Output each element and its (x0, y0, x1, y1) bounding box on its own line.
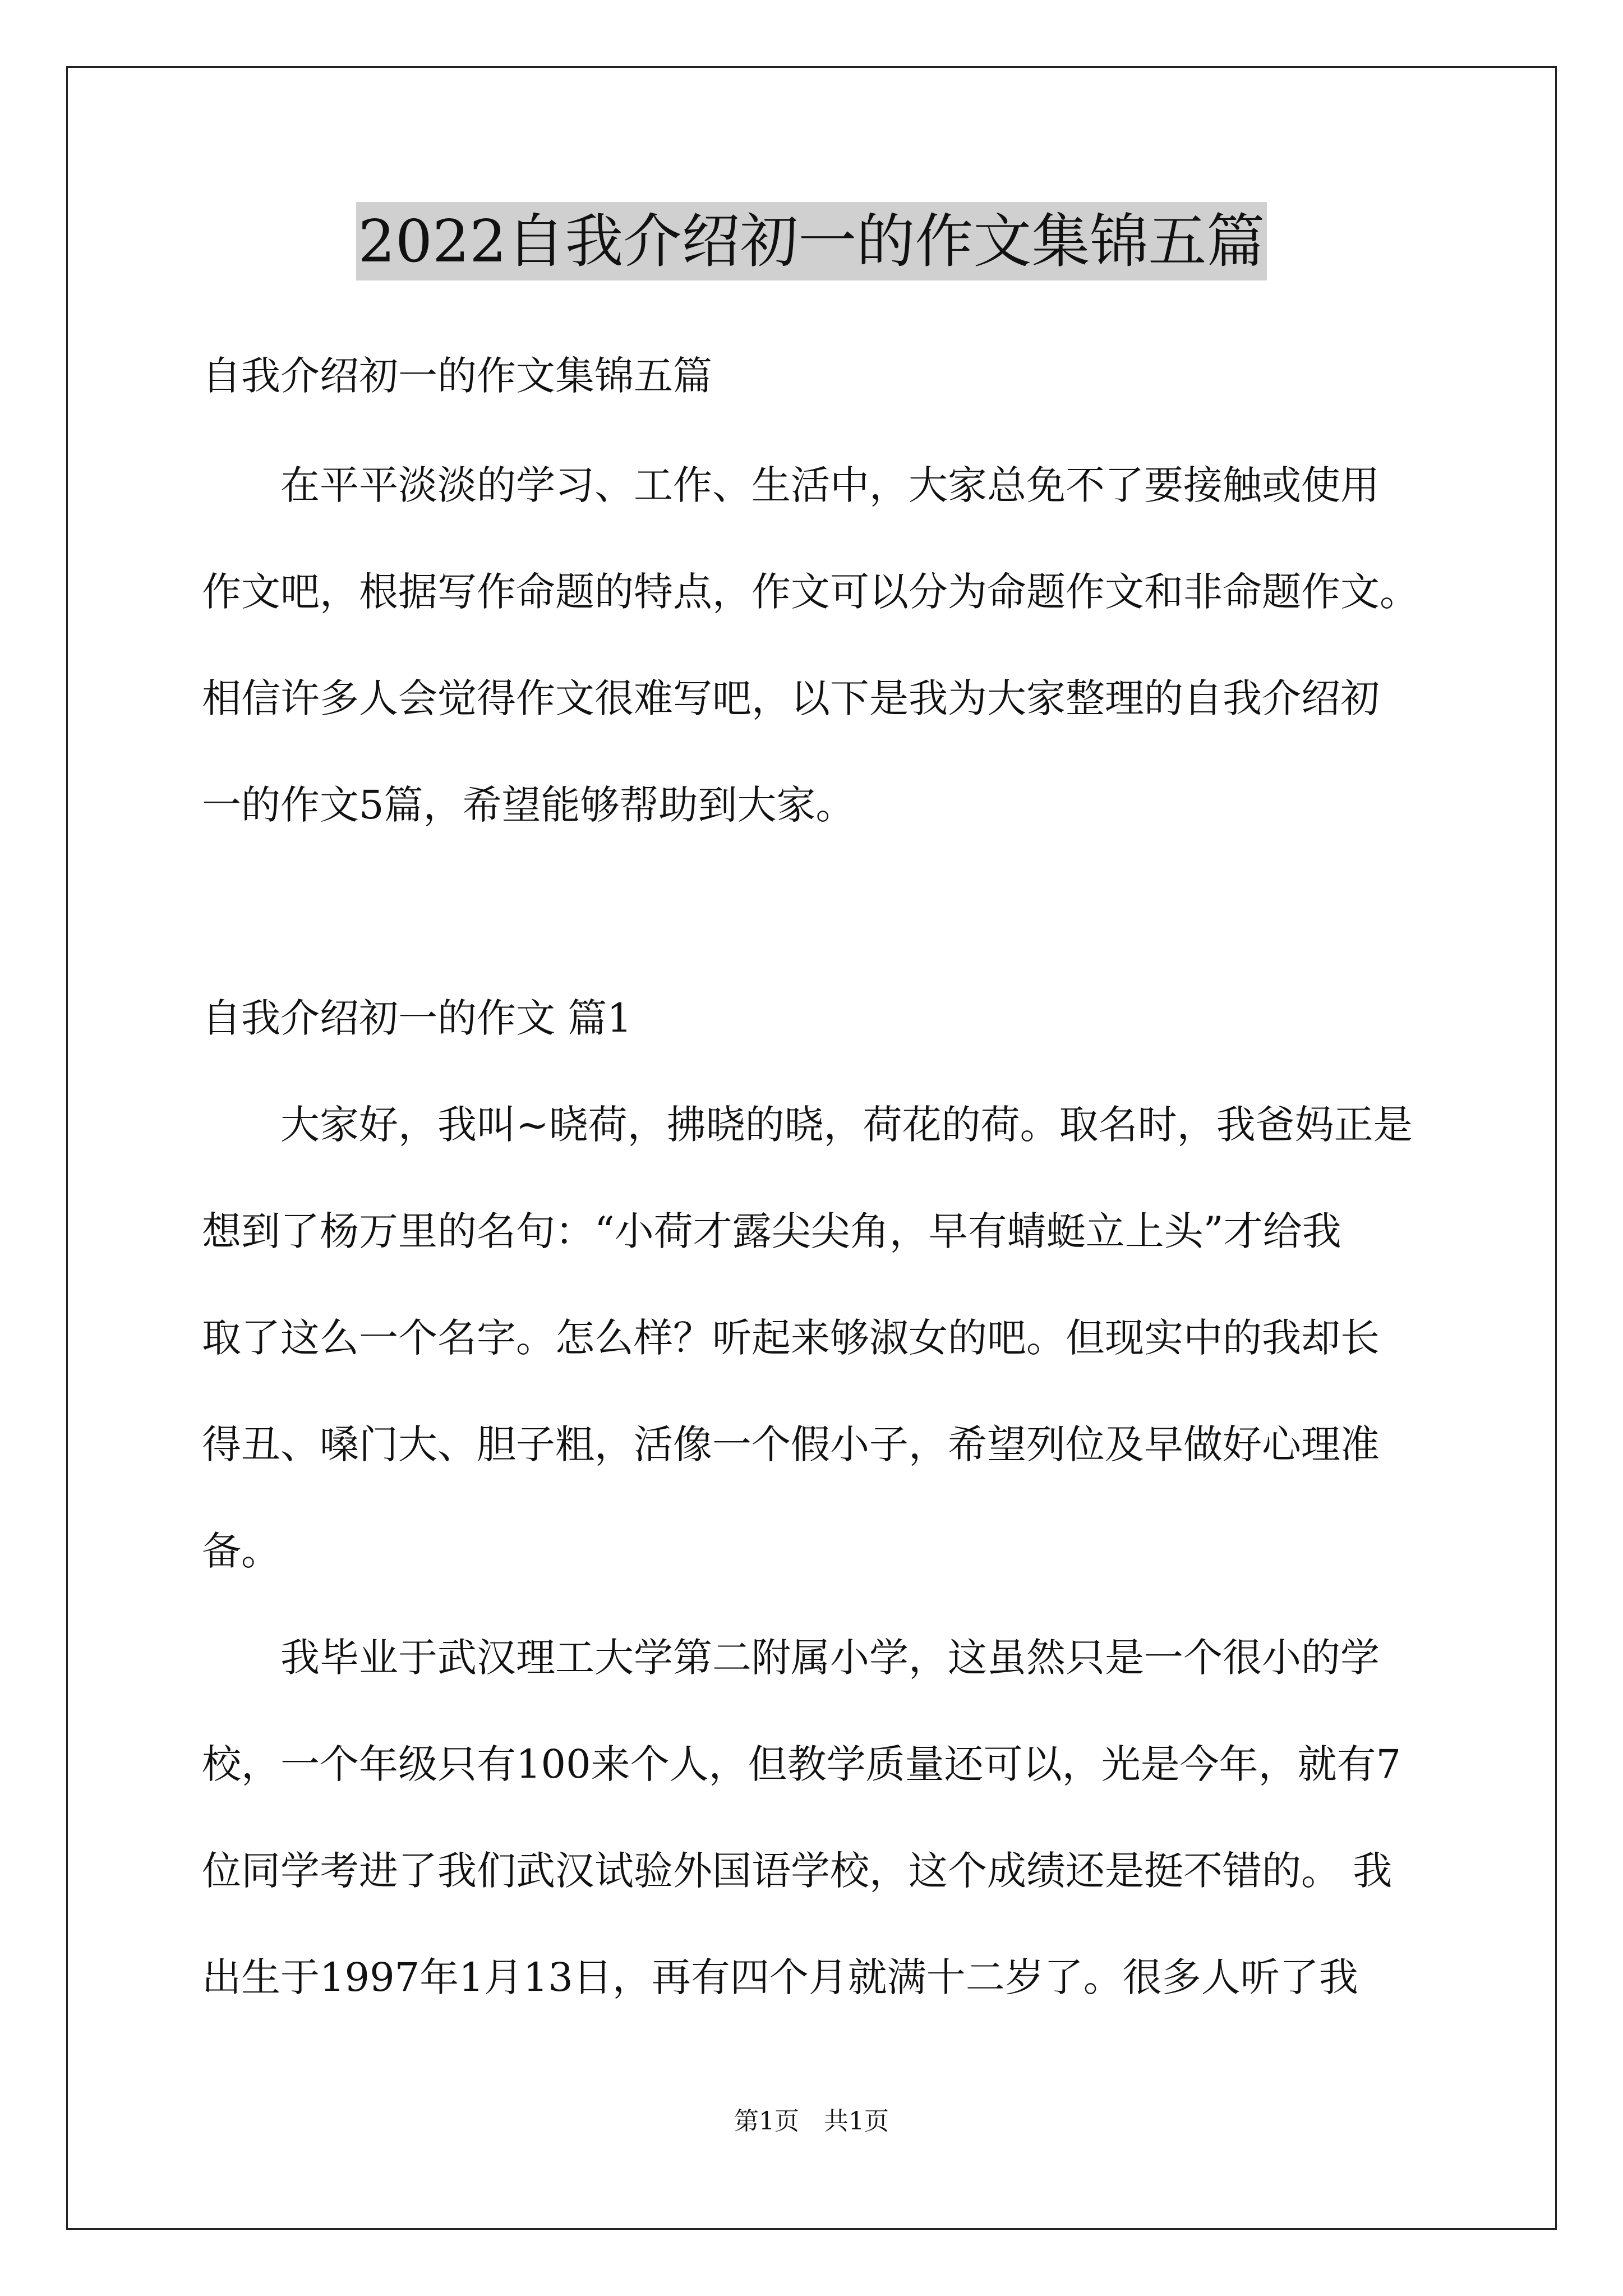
paragraph-line: 想到了杨万里的名句：“小荷才露尖尖角，早有蜻蜓立上头”才给我 (202, 1208, 1341, 1254)
intro-line: 一的作文5篇，希望能够帮助到大家。 (202, 782, 855, 828)
paragraph-line: 校，一个年级只有100来个人，但教学质量还可以，光是今年，就有7 (202, 1741, 1401, 1787)
paragraph-line: 得丑、嗓门大、胆子粗，活像一个假小子，希望列位及早做好心理准 (202, 1421, 1380, 1467)
paragraph-line: 备。 (202, 1528, 280, 1574)
section-heading: 自我介绍初一的作文 篇1 (202, 995, 632, 1041)
intro-line: 相信许多人会觉得作文很难写吧，以下是我为大家整理的自我介绍初 (202, 675, 1380, 721)
intro-line: 作文吧，根据写作命题的特点，作文可以分为命题作文和非命题作文。 (202, 569, 1419, 615)
intro-line: 在平平淡淡的学习、工作、生活中，大家总免不了要接触或使用 (202, 462, 1380, 508)
document-title: 2022自我介绍初一的作文集锦五篇 (356, 202, 1267, 280)
paragraph-line: 出生于1997年1月13日，再有四个月就满十二岁了。很多人听了我 (202, 1954, 1358, 2000)
paragraph-line: 我毕业于武汉理工大学第二附属小学，这虽然只是一个很小的学 (202, 1635, 1380, 1681)
paragraph-line: 取了这么一个名字。怎么样？听起来够淑女的吧。但现实中的我却长 (202, 1315, 1380, 1361)
paragraph-line: 大家好，我叫~晓荷，拂晓的晓，荷花的荷。取名时，我爸妈正是 (202, 1102, 1413, 1148)
title-container (0, 202, 1623, 280)
page-footer: 第1页 共1页 (734, 2107, 889, 2136)
paragraph-line: 位同学考进了我们武汉试验外国语学校，这个成绩还是挺不错的。 我 (202, 1848, 1393, 1894)
subtitle: 自我介绍初一的作文集锦五篇 (202, 353, 712, 399)
